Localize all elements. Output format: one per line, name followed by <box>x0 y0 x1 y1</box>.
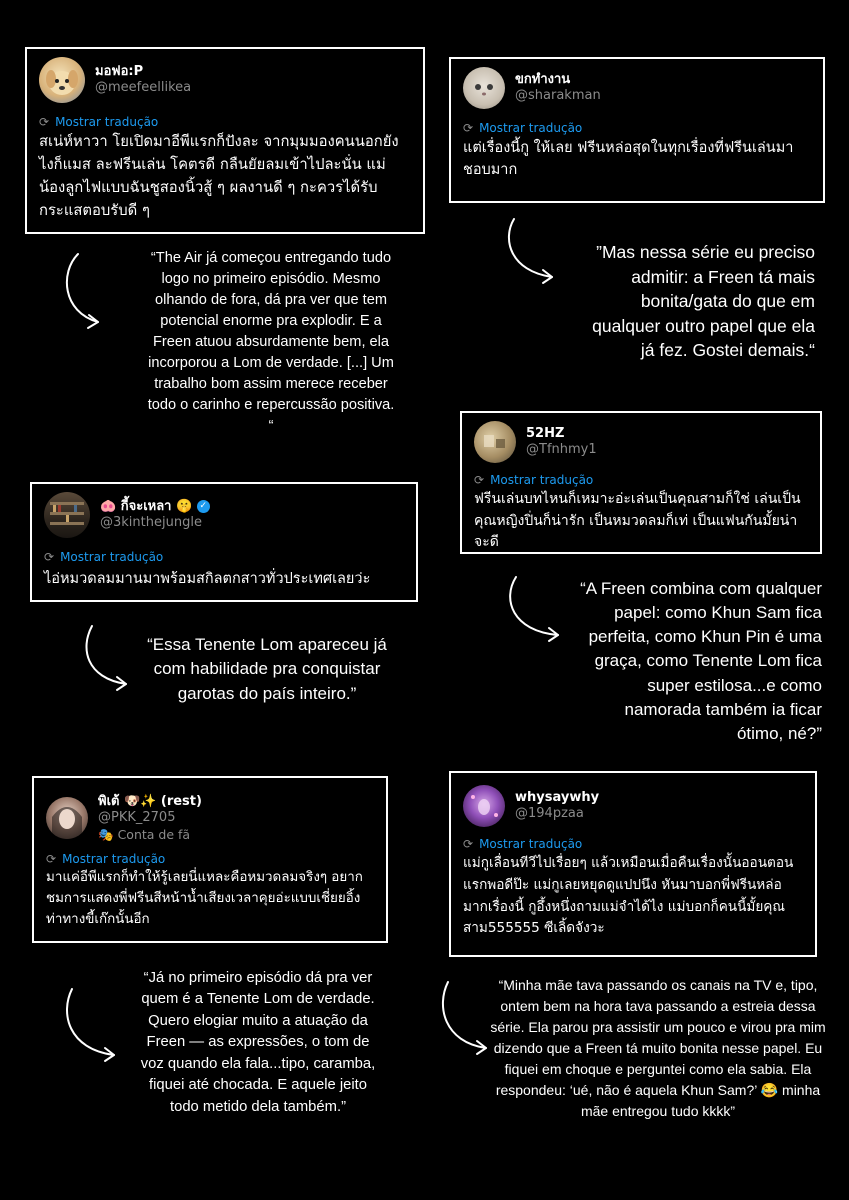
tweet-text: มาแค่อีพีแรกก็ทำให้รู้เลยนี่แหละคือหมวดลมจริงๆ อยากชมการแสดงพี่ฟรีนสีหน้าน้ำเสียงเวลาคุยอ่ะแบบเชี่ยยอิ้งท่าทางขี้เก๊กนั้นอีก <box>46 870 363 927</box>
tweet-text: แม่กูเลื่อนทีวีไปเรื่อยๆ แล้วเหมือนเมื่อคืนเรื่องนั้นออนตอนแรกพอดีป๊ะ แม่กูเลยหยุดดูแปปนึง หันมาบอกพี่ฟรีนหล่อมากเรื่องนี้ กูอึ้งหนึ่งถามแม่จำได้ไง แม่บอกก็คนนี้มั้ยคุณสาม555555 ซีเลิ้ดจังวะ <box>463 855 794 937</box>
show-translation-link[interactable] <box>39 115 411 129</box>
translate-icon: ⟳ <box>44 550 55 564</box>
tweet-card-meefeellikea <box>25 47 425 234</box>
display-name[interactable]: พิเต้ 🐶✨ (rest) <box>98 794 202 809</box>
avatar[interactable] <box>463 785 505 827</box>
avatar[interactable] <box>46 797 88 839</box>
pig-emoji-icon: 🐽 <box>100 498 117 514</box>
curved-arrow-icon <box>60 985 122 1065</box>
tweet-card-tfnhmy1 <box>460 411 822 554</box>
show-translation-link[interactable] <box>474 473 808 487</box>
translate-icon: ⟳ <box>463 121 474 135</box>
translate-label: Mostrar tradução <box>60 550 164 564</box>
tweet-card-pkk2705 <box>32 776 388 943</box>
display-name[interactable]: กี้จะเหลา <box>120 498 172 514</box>
photo-avatar-icon <box>474 421 516 463</box>
display-name[interactable]: ขกทำงาน <box>515 71 571 87</box>
curved-arrow-icon <box>500 215 560 287</box>
display-name[interactable]: 52HZ <box>526 425 565 441</box>
concert-avatar-icon <box>463 785 505 827</box>
user-handle[interactable]: @meefeellikea <box>95 80 192 95</box>
display-name[interactable]: whysaywhy <box>515 789 600 805</box>
show-translation-link[interactable] <box>46 852 374 866</box>
user-handle[interactable]: @PKK_2705 <box>98 810 176 826</box>
display-name[interactable]: มอฟอ:P <box>95 63 144 79</box>
avatar[interactable] <box>44 492 90 538</box>
verified-badge-icon: ✓ <box>197 500 210 513</box>
mask-icon: 🎭 <box>98 826 114 842</box>
translate-label: Mostrar tradução <box>479 121 583 135</box>
shush-emoji-icon: 🤫 <box>176 498 193 514</box>
tweet-text: สเน่ห์หาวา โยเปิดมาอีพีแรกก็ปังละ จากมุมมองคนนอกยังไงก็แมส ละฟรีนเล่น โคตรดี กลืนยัยลมเข้าไปละนั่น แม่น้องลูกไฟแบบฉันชูสองนิ้วสู้ ๆ ผลงานดี ๆ กะควรได้รับกระแสตอบรับดี ๆ <box>39 133 399 219</box>
translate-label: Mostrar tradução <box>62 852 166 867</box>
quote-translation-5: “Já no primeiro episódio dá pra ver quem é a Tenente Lom de verdade. Quero elogiar muito a atuação da Freen — as expressões, o tom de voz quando ela fala...tipo, caramba, fiquei até chocada. E aquele jeito todo metido dela também.” <box>140 970 376 1115</box>
quote-translation-6: “Minha mãe tava passando os canais na TV e, tipo, ontem bem na hora tava passando a estreia dessa série. Ela parou pra assistir um pouco e virou pra mim dizendo que a Freen tá muito bonita nesse papel. Eu fiquei em choque e perguntei como ela sabia. Ela respondeu: ‘ué, não é aquela Khun Sam?’ 😂 minha mãe entregou tudo kkkk” <box>490 977 826 1119</box>
fan-account-label: 🎭 Conta de fã <box>98 826 191 842</box>
quote-translation-2: ”Mas nessa série eu preciso admitir: a Freen tá mais bonita/gata do que em qualquer outro papel que ela já fez. Gostei demais.“ <box>592 242 815 360</box>
quote-translation-3: “A Freen combina com qualquer papel: como Khun Sam fica perfeita, como Khun Pin é uma graça, como Tenente Lom fica super estilosa...e como namorada também ia ficar ótimo, né?” <box>580 579 822 743</box>
user-handle[interactable]: @Tfnhmy1 <box>526 442 597 457</box>
tweet-card-3kinthejungle <box>30 482 418 602</box>
avatar[interactable] <box>474 421 516 463</box>
bookshelf-avatar-icon <box>44 492 90 538</box>
show-translation-link[interactable] <box>463 121 811 135</box>
user-handle[interactable]: @194pzaa <box>515 806 584 821</box>
translate-icon: ⟳ <box>46 852 57 867</box>
user-handle[interactable]: @3kinthejungle <box>100 515 202 530</box>
quote-translation-1: “The Air já começou entregando tudo logo no primeiro episódio. Mesmo olhando de fora, dá pra ver que tem potencial enorme pra explodir. E a Freen atuou absurdamente bem, ela incorporou a Lom de verdade. [...] Um trabalho bom assim merece receber todo o carinho e repercussão positiva. “ <box>147 250 395 434</box>
avatar[interactable] <box>39 57 85 103</box>
show-translation-link[interactable] <box>463 837 803 851</box>
tweet-text: แต่เรื่องนี้กู ให้เลย ฟรีนหล่อสุดในทุกเรื่องที่ฟรีนเล่นมาชอบมาก <box>463 140 794 179</box>
puppy-avatar-icon <box>39 57 85 103</box>
translate-icon: ⟳ <box>463 837 474 851</box>
curved-arrow-icon <box>500 573 566 645</box>
quote-translation-4: “Essa Tenente Lom apareceu já com habilidade pra conquistar garotas do país inteiro.” <box>147 635 387 703</box>
translate-label: Mostrar tradução <box>479 837 583 851</box>
tweet-card-sharakman <box>449 57 825 203</box>
tweet-text: ฟรีนเล่นบทไหนก็เหมาะอ่ะเล่นเป็นคุณสามก็ใช่ เล่นเป็นคุณหญิงปิ่นก็น่ารัก เป็นหมวดลมก็เท่ เป็นแฟนกันมั้ยน่าจะดี <box>474 491 801 551</box>
tweet-text: ไอ่หมวดลมมานมาพร้อมสกิลตกสาวทั่วประเทศเลยว่ะ <box>44 571 371 587</box>
avatar[interactable] <box>463 67 505 109</box>
curved-arrow-icon <box>78 622 134 694</box>
translate-icon: ⟳ <box>474 473 485 487</box>
curved-arrow-icon <box>58 250 108 332</box>
show-translation-link[interactable] <box>44 550 404 564</box>
tweet-card-194pzaa <box>449 771 817 957</box>
user-handle[interactable]: @sharakman <box>515 88 601 103</box>
selfie-avatar-icon <box>46 797 88 839</box>
cat-avatar-icon <box>463 67 505 109</box>
curved-arrow-icon <box>436 978 494 1058</box>
translate-label: Mostrar tradução <box>55 115 159 129</box>
translate-icon: ⟳ <box>39 115 50 129</box>
translate-label: Mostrar tradução <box>490 473 594 487</box>
